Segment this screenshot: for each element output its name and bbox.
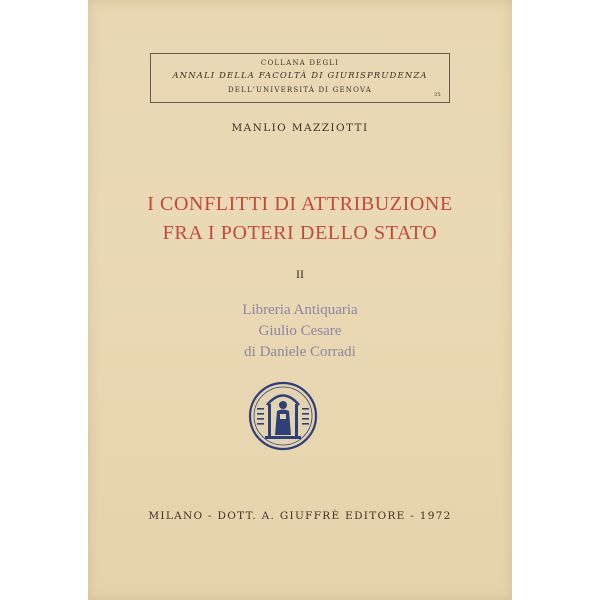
series-box <box>150 53 450 103</box>
title-page <box>88 0 512 600</box>
volume-number: II <box>296 267 304 281</box>
series-line-3: DELL'UNIVERSITÀ DI GENOVA <box>228 86 372 94</box>
series-number: 35 <box>434 92 441 98</box>
publisher-imprint: MILANO - DOTT. A. GIUFFRÈ EDITORE - 1972 <box>148 510 452 522</box>
bookseller-stamp-line-3: di Daniele Corradi <box>244 344 356 360</box>
series-line-1: COLLANA DEGLI <box>260 59 340 67</box>
series-line-2: ANNALI DELLA FACOLTÀ DI GIURISPRUDENZA <box>172 71 428 81</box>
title-line-2: FRA I POTERI DELLO STATO <box>162 222 438 244</box>
bookseller-stamp-line-1: Libreria Antiquaria <box>242 302 358 318</box>
author-name: MANLIO MAZZIOTTI <box>231 122 369 134</box>
bookseller-stamp-line-2: Giulio Cesare <box>258 323 342 339</box>
title-line-1: I CONFLITTI DI ATTRIBUZIONE <box>147 193 453 215</box>
publisher-emblem-icon <box>248 380 318 452</box>
